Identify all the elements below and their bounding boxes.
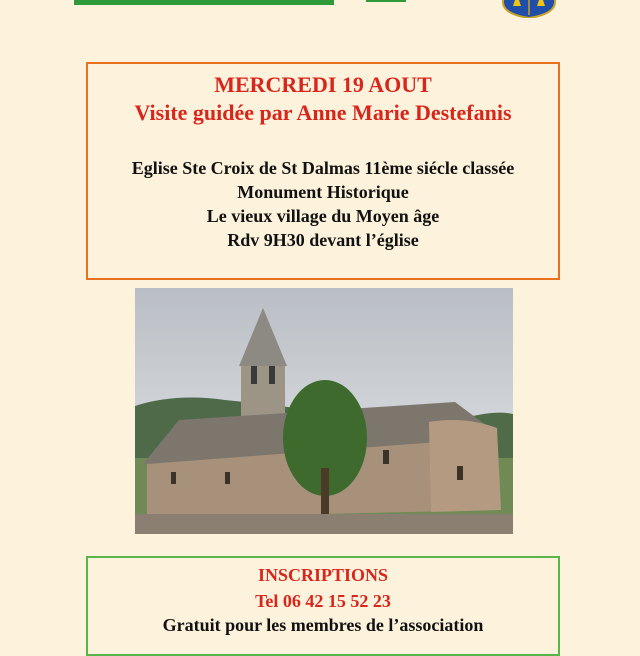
- event-details: [88, 156, 558, 252]
- event-guide: Visite guidée par Anne Marie Destefanis: [134, 100, 512, 125]
- event-box: [86, 62, 560, 280]
- inscriptions-title: INSCRIPTIONS: [257, 565, 389, 585]
- detail-line: Le vieux village du Moyen âge: [206, 206, 440, 226]
- detail-line: Monument Historique: [237, 182, 409, 202]
- church-photo: [135, 288, 513, 534]
- free-note: Gratuit pour les membres de l’association: [162, 615, 484, 635]
- detail-line: Eglise Ste Croix de St Dalmas 11ème siécle classée: [131, 158, 515, 178]
- event-date: MERCREDI 19 AOUT: [214, 72, 432, 97]
- coat-of-arms-icon: [499, 0, 559, 18]
- top-green-bar: [74, 0, 334, 5]
- top-green-mark: [366, 0, 406, 2]
- phone-number: Tel 06 42 15 52 23: [255, 591, 391, 611]
- inscriptions-box: [86, 556, 560, 656]
- detail-line: Rdv 9H30 devant l’église: [227, 230, 419, 250]
